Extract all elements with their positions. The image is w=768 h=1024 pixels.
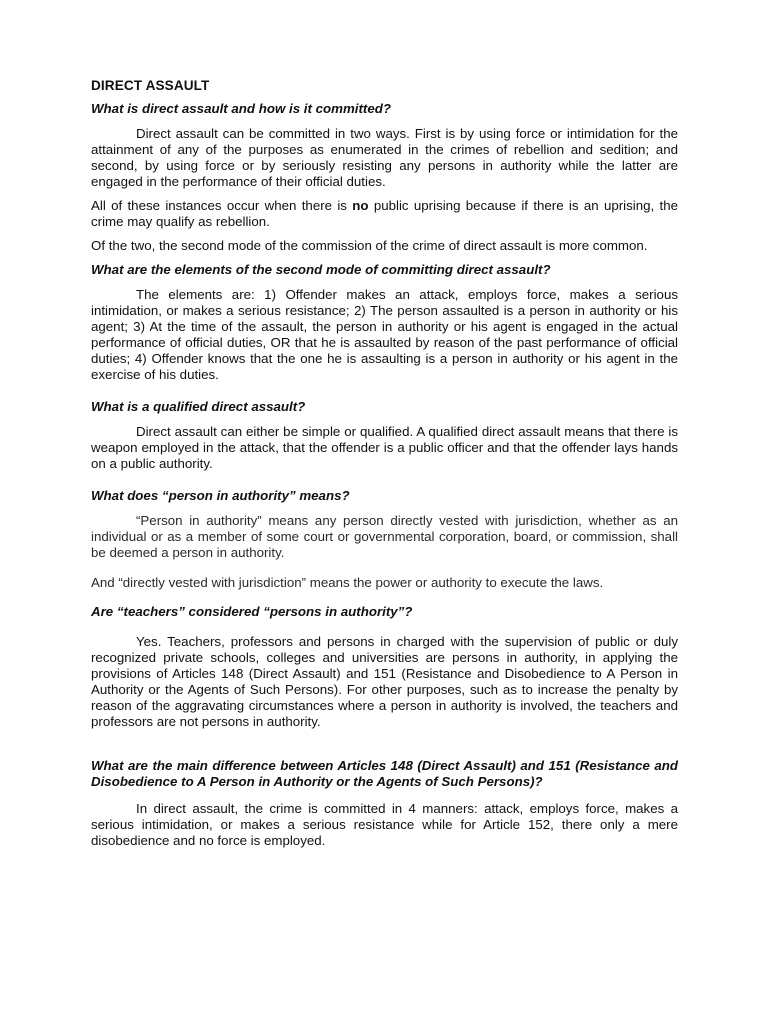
answer-paragraph: Of the two, the second mode of the commission of the crime of direct assault is more common. [91,238,648,253]
emphasis-text: no [352,198,369,213]
question-teachers-persons-in-authority: Are “teachers” considered “persons in authority”? [91,604,413,619]
answer-paragraph: Direct assault can be committed in two ways. First is by using force or intimidation for the attainment of any of the purposes as enumerated in the crimes of rebellion and sedition; and second, by using force or by seriously resisting any persons in authority while the latter are engaged in the performance of their official duties. [91,126,678,189]
question-elements-second-mode: What are the elements of the second mode of committing direct assault? [91,262,551,277]
question-qualified-direct-assault: What is a qualified direct assault? [91,399,306,414]
answer-paragraph: The elements are: 1) Offender makes an attack, employs force, makes a serious intimidation, or makes a serious resistance; 2) The person assaulted is a person in authority or his agent; 3) At the time of the assault, the person in authority or his agent is engaged in the actual performance of official duties, OR that he is assaulted by reason of the past performance of official duties; 4) Offender knows that the one he is assaulting is a person in authority or his agent in the exercise of his duties. [91,287,678,382]
document-title: DIRECT ASSAULT [91,78,210,93]
question-person-in-authority: What does “person in authority” means? [91,488,350,503]
answer-paragraph: “Person in authority” means any person directly vested with jurisdiction, whether as an individual or as a member of some court or governmental corporation, board, or commission, shall be deemed a person in authority. [91,513,678,560]
document-page [91,78,678,857]
answer-paragraph: In direct assault, the crime is committed in 4 manners: attack, employs force, makes a serious intimidation, or makes a serious resistance while for Article 152, there only a mere disobedience and no force is employed. [91,801,678,848]
answer-paragraph [91,198,678,230]
answer-text: All of these instances occur when there is [91,198,353,213]
answer-paragraph: Direct assault can either be simple or qualified. A qualified direct assault means that there is weapon employed in the attack, that the offender is a public officer and that the offender lays hands on a public authority. [91,424,678,471]
answer-text: public uprising because if there is an uprising, the crime may qualify as rebellion. [91,198,679,229]
answer-paragraph: And “directly vested with jurisdiction” means the power or authority to execute the laws. [91,575,604,590]
question-what-is-direct-assault: What is direct assault and how is it committed? [91,101,391,116]
answer-paragraph: Yes. Teachers, professors and persons in charged with the supervision of public or duly recognized private schools, colleges and universities are persons in authority, in applying the provisions of Articles 148 (Direct Assault) and 151 (Resistance and Disobedience to A Person in Authority or the Agents of Such Persons). For other purposes, such as to increase the penalty by reason of the aggravating circumstances where a person in authority is involved, the teachers and professors are not persons in authority. [91,634,678,729]
question-main-difference-articles: What are the main difference between Articles 148 (Direct Assault) and 151 (Resistance and Disobedience to A Person in Authority or the Agents of Such Persons)? [91,758,678,789]
